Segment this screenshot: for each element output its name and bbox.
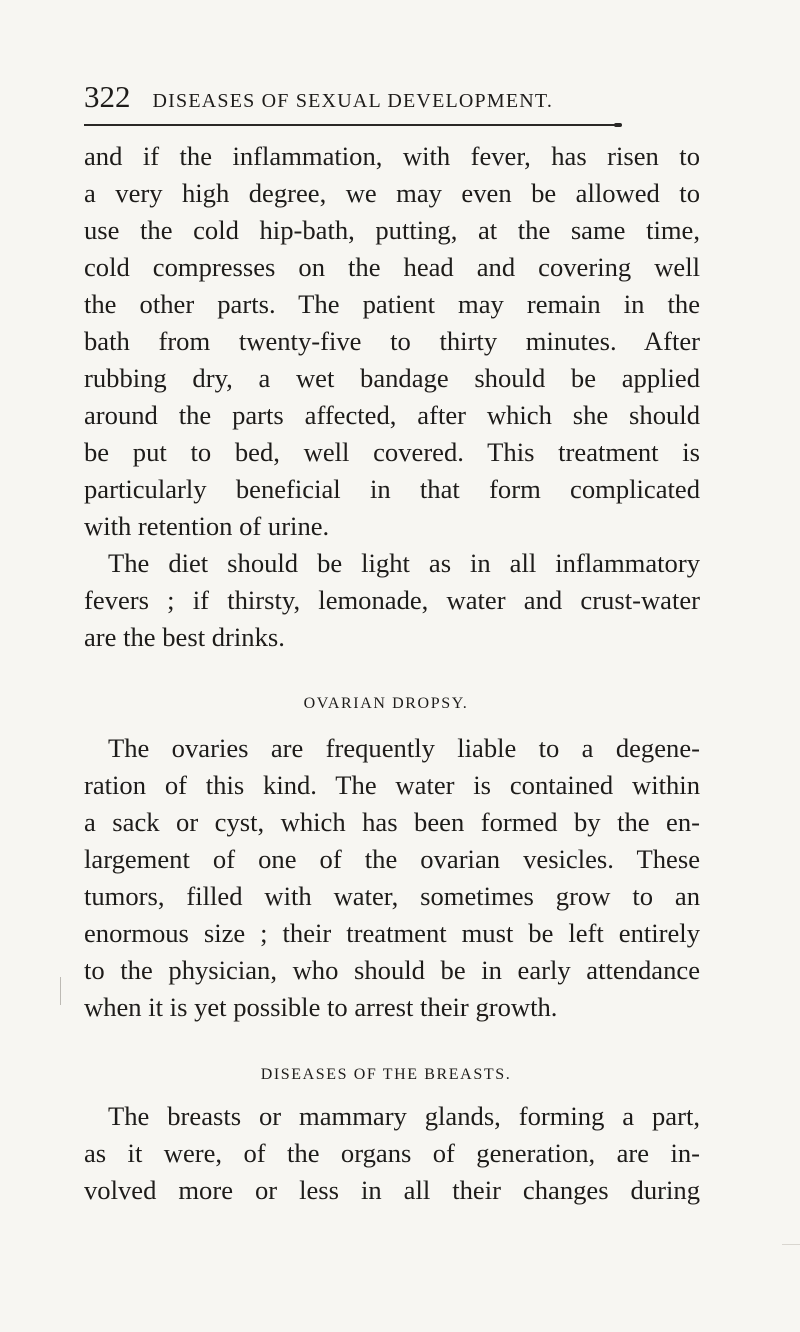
text-line: largement of one of the ovarian vesicles. These [84, 844, 700, 874]
text-line: fevers ; if thirsty, lemonade, water and crust-water [84, 585, 700, 615]
text-line: the other parts. The patient may remain in the [84, 289, 700, 319]
page-edge-mark [60, 977, 67, 1005]
text-line: to the physician, who should be in early attendance [84, 955, 700, 985]
text-line: cold compresses on the head and covering well [84, 252, 700, 282]
paragraph-diet [84, 545, 700, 656]
text-line: ration of this kind. The water is contained within [84, 770, 700, 800]
book-page [84, 74, 700, 1209]
page-edge-mark-right [782, 1244, 800, 1245]
section-heading-diseases-of-breasts: DISEASES OF THE BREASTS. [260, 1066, 512, 1083]
text-line: tumors, filled with water, sometimes grow to an [84, 881, 700, 911]
text-line: when it is yet possible to arrest their growth. [84, 992, 558, 1022]
text-line: and if the inflammation, with fever, has risen to [84, 141, 700, 171]
text-line: with retention of urine. [84, 511, 330, 541]
text-line: The diet should be light as in all inflammatory [108, 548, 700, 578]
text-line: The breasts or mammary glands, forming a part, [108, 1101, 700, 1131]
text-line: The ovaries are frequently liable to a degene- [108, 733, 700, 763]
header-rule [84, 124, 618, 126]
text-line: enormous size ; their treatment must be left entirely [84, 918, 700, 948]
text-line: rubbing dry, a wet bandage should be applied [84, 363, 700, 393]
text-line: bath from twenty-five to thirty minutes. After [84, 326, 700, 356]
text-line: use the cold hip-bath, putting, at the same time, [84, 215, 700, 245]
text-line: are the best drinks. [84, 622, 285, 652]
paragraph-ovarian-dropsy [84, 730, 700, 1026]
paragraph-breasts [84, 1098, 700, 1209]
text-line: be put to bed, well covered. This treatment is [84, 437, 700, 467]
text-line: a very high degree, we may even be allowed to [84, 178, 700, 208]
section-heading-ovarian-dropsy: OVARIAN DROPSY. [303, 695, 469, 712]
text-line: a sack or cyst, which has been formed by the en- [84, 807, 700, 837]
running-title: DISEASES OF SEXUAL DEVELOPMENT. [152, 90, 554, 112]
text-line: volved more or less in all their changes during [84, 1175, 700, 1205]
running-header [84, 74, 700, 120]
text-line: around the parts affected, after which she should [84, 400, 700, 430]
page-number: 322 [84, 79, 131, 114]
text-line: particularly beneficial in that form complicated [84, 474, 700, 504]
paragraph-treatment [84, 138, 700, 545]
text-line: as it were, of the organs of generation, are in- [84, 1138, 700, 1168]
